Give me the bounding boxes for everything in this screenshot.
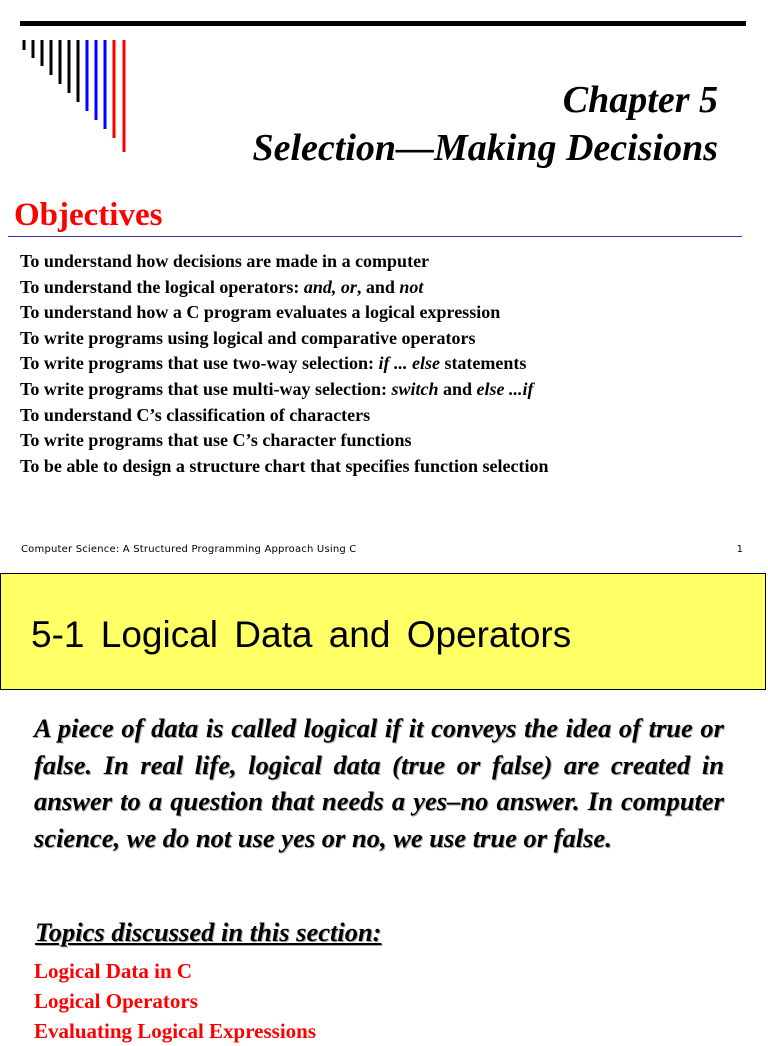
objective-item: To be able to design a structure chart that specifies function selection [20, 455, 549, 476]
objective-item: To understand the logical operators: and, or, and not [20, 276, 424, 297]
topic-item: Logical Operators [34, 989, 198, 1013]
objective-item: To understand how decisions are made in a computer [20, 251, 430, 271]
objectives-heading: Objectives [14, 197, 163, 233]
objective-item: To understand C’s classification of characters [20, 404, 371, 425]
slide-section-logical-data [0, 573, 768, 1043]
topic-item: Evaluating Logical Expressions [34, 1019, 317, 1043]
topic-item: Logical Data in C [34, 959, 193, 983]
section-title: 5-1 Logical Data and Operators [31, 614, 572, 655]
chapter-subtitle: Selection—Making Decisions [252, 127, 718, 169]
objective-item: To write programs that use multi-way selection: switch and else ...if [20, 378, 534, 399]
objectives-list [6, 249, 548, 479]
objective-item: To write programs that use C’s character functions [20, 430, 412, 451]
objective-item: To write programs that use two-way selection: if ... else statements [20, 353, 527, 374]
page-number: 1 [736, 544, 743, 555]
chapter-title [252, 76, 718, 172]
objective-item: To write programs using logical and comparative operators [20, 327, 476, 348]
section-banner [0, 573, 766, 690]
intro-paragraph: A piece of data is called logical if it conveys the idea of true or false. In real life, logical data (true or false) are created in answer to a question that needs a yes–no answer. In computer science, we do not use yes or no, we use true or false. [34, 713, 724, 853]
topics-list [34, 956, 316, 1046]
chapter-number: Chapter 5 [562, 79, 718, 121]
slide-footer: Computer Science: A Structured Programming Approach Using C [21, 544, 357, 555]
decorative-stripes-logo [0, 0, 140, 160]
topics-heading: Topics discussed in this section: [35, 917, 382, 947]
objectives-divider [8, 236, 742, 237]
objective-item: To understand how a C program evaluates a logical expression [20, 302, 501, 323]
